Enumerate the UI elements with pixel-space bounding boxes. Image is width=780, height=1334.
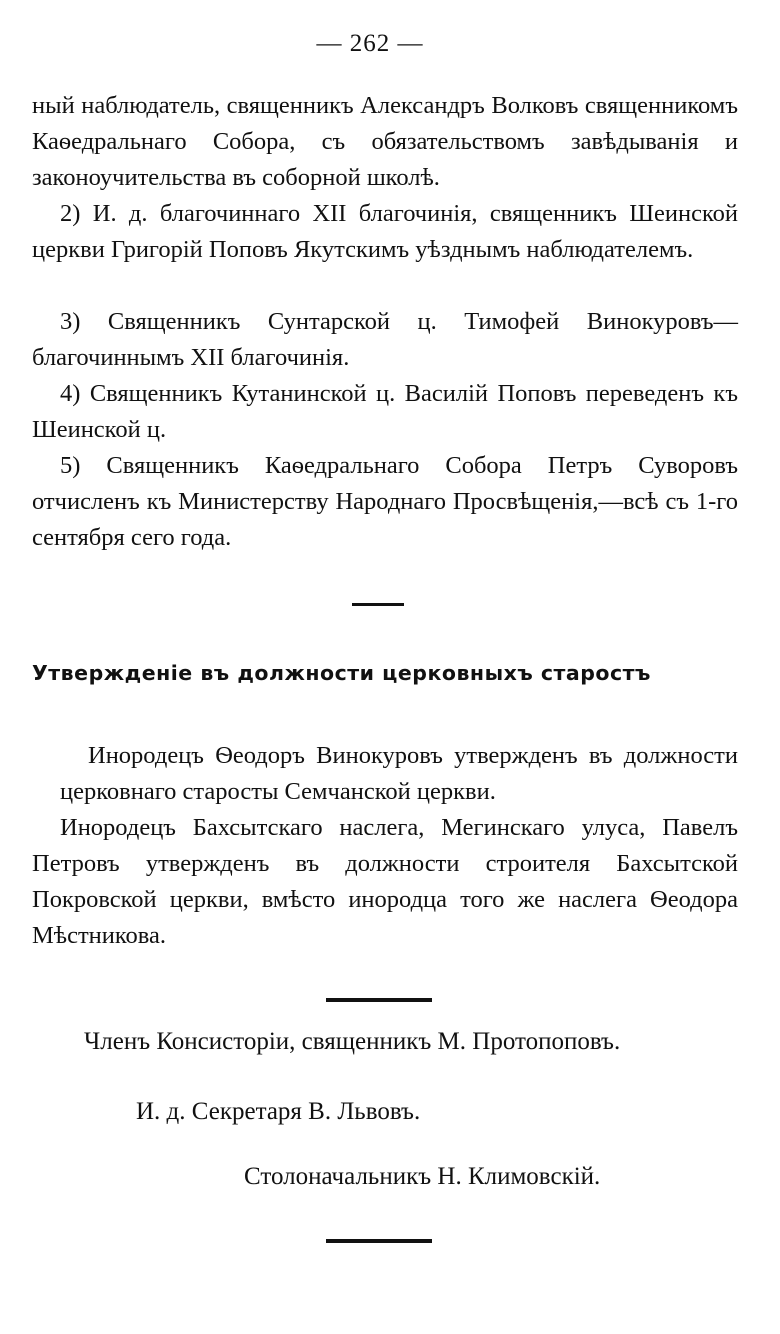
- closing-rule: [326, 1239, 432, 1243]
- paragraph-item-5: 5) Священникъ Каѳедральнаго Собора Петръ Суворовъ отчисленъ къ Министерству Народнаго Просвѣщенія,—всѣ съ 1-го сентября сего года.: [32, 452, 738, 551]
- section-heading: Утвержденіе въ должности церковныхъ старостъ: [32, 661, 651, 685]
- paragraph-starosta-1: Инородецъ Ѳеодоръ Винокуровъ утвержденъ въ должности церковнаго старосты Семчанской церкви.: [60, 742, 738, 805]
- signature-clerk: Столоначальникъ Н. Климовскій.: [244, 1163, 601, 1190]
- paragraph-continuation: ный наблюдатель, священникъ Александръ Волковъ священникомъ Каѳедральнаго Собора, съ обязательствомъ завѣдыванія и законоучительства въ соборной школѣ.: [32, 92, 738, 191]
- signature-secretary: И. д. Секретаря В. Львовъ.: [136, 1098, 421, 1125]
- signature-divider-rule: [326, 998, 432, 1002]
- paragraph-starosta-2: Инородецъ Бахсытскаго наслега, Мегинскаго улуса, Павелъ Петровъ утвержденъ въ должности строителя Бахсытской Покровской церкви, вмѣсто инородца того же наслега Ѳеодора Мѣстникова.: [32, 814, 738, 949]
- paragraph-item-4: 4) Священникъ Кутанинской ц. Василій Поповъ переведенъ къ Шеинской ц.: [32, 380, 738, 443]
- paragraph-item-3: 3) Священникъ Сунтарской ц. Тимофей Винокуровъ— благочиннымъ XII благочинія.: [32, 308, 738, 371]
- signature-consistory-member: Членъ Консисторіи, священникъ М. Протопоповъ.: [84, 1028, 621, 1055]
- page-number: — 262 —: [316, 30, 424, 57]
- paragraph-item-2: 2) И. д. благочиннаго XII благочинія, священникъ Шеинской церкви Григорій Поповъ Якутскимъ уѣзднымъ наблюдателемъ.: [32, 200, 738, 263]
- section-divider-rule: [352, 603, 404, 606]
